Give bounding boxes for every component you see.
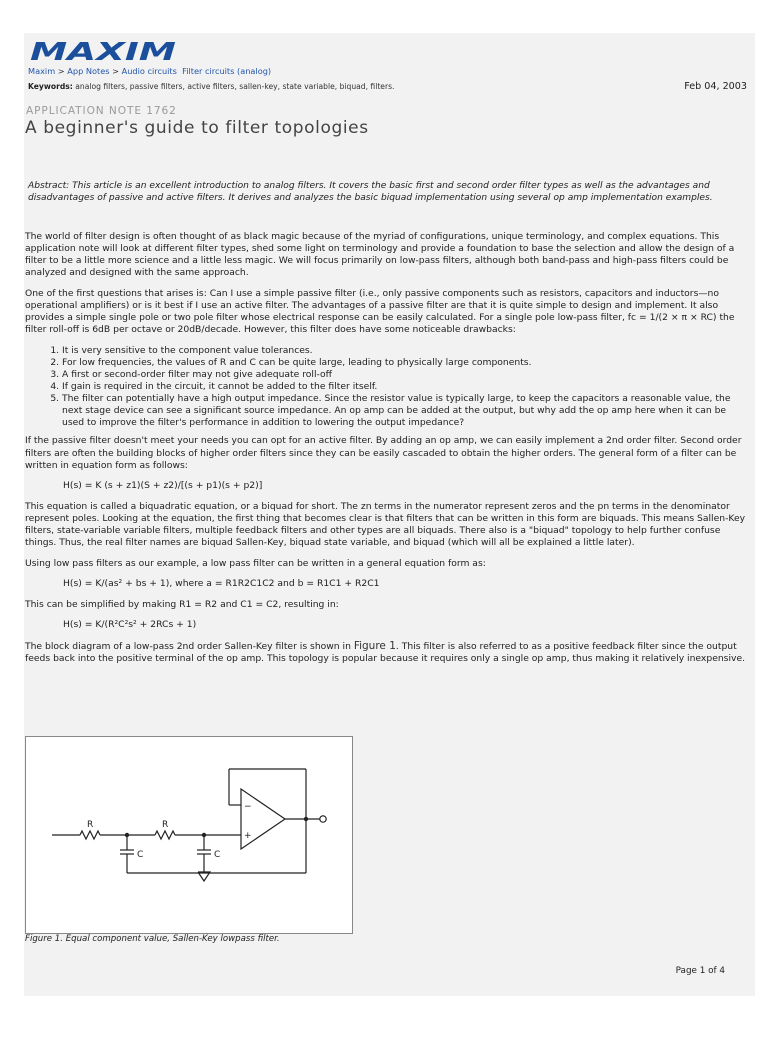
paragraph-text: . This filter is also referred to as a positive feedback filter since the output feeds back into the positive terminal of the op amp. This topology is popular because it requires only a single op amp, thus making it relatively inexpensive. [25,641,746,665]
breadcrumb-app-notes[interactable]: App Notes [67,66,110,76]
junction-dot [125,833,129,837]
resistor-r1 [80,831,100,839]
sallen-key-schematic [26,737,352,933]
label-plus: + [244,831,252,841]
breadcrumb-audio-circuits[interactable]: Audio circuits [121,66,177,76]
list-item: 1. It is very sensitive to the component value tolerances. [62,345,750,357]
list-item: 2. For low frequencies, the values of R and C can be quite large, leading to physically large components. [62,357,750,369]
output-terminal [320,816,326,822]
label-minus: − [244,802,252,812]
keywords-text: analog filters, passive filters, active filters, sallen-key, state variable, biquad, filters. [75,82,395,91]
logo-wordmark: MAXIM [30,40,177,62]
publish-date: Feb 04, 2003 [684,81,747,92]
equation-lowpass-simplified: H(s) = K/(R²C²s² + 2RCs + 1) [63,619,197,631]
paragraph-intro: The world of filter design is often thought of as black magic because of the myriad of configurations, unique terminology, and complex equations. This application note will look at different filter types, shed some light on terminology and provide a foundation to base the selection and allow the design of a filter to be a little more science and a little less magic. We will focus primarily on low-pass filters, although both band-pass and high-pass filters could be analyzed and designed with the same approach. [25,231,735,279]
figure-caption: Figure 1. Equal component value, Sallen-Key lowpass filter. [25,934,280,944]
figure-1-link[interactable]: Figure 1 [353,640,396,653]
breadcrumb-separator: > [112,66,120,76]
keywords-line [28,82,394,91]
breadcrumb-separator: > [57,66,65,76]
label-r2: R [162,820,169,830]
label-r1: R [87,820,94,830]
paragraph-text: The block diagram of a low-pass 2nd order Sallen-Key filter is shown in [25,641,351,653]
breadcrumb-filter-circuits[interactable]: Filter circuits (analog) [182,66,272,76]
paragraph-passive: One of the first questions that arises is: Can I use a simple passive filter (i.e., only passive components such as resistors, capacitors and inductors—no operational amplifiers) or is it best if I use an active filter. The advantages of a passive filter are that it is quite simple to design and implement. It also provides a simple single pole or two pole filter whose electrical response can be easily calculated. For a single pole low-pass filter, fc = 1/(2 × π × RC) the filter roll-off is 6dB per octave or 20dB/decade. However, this filter does have some noticeable drawbacks: [25,287,735,336]
junction-dot [304,817,308,821]
document-page [24,33,755,996]
article-body [25,231,750,674]
drawbacks-list [25,345,750,430]
abstract: Abstract: This article is an excellent introduction to analog filters. It covers the basic first and second order filter types as well as the advantages and disadvantages of passive and active filters. It derives and analyzes the basic biquad implementation using several op amp implementation examples. [28,181,713,204]
list-item: 5. The filter can potentially have a high output impedance. Since the resistor value is typically large, to keep the capacitors a reasonable value, the next stage device can see a significant source impedance. An op amp can be added at the output, but why add the op amp here when it can be used to improve the filter's performance in addition to lowering the output impedance? [62,393,750,429]
paragraph-lowpass: Using low pass filters as our example, a low pass filter can be written in a general equation form as: [25,557,486,569]
paragraph-simplify: This can be simplified by making R1 = R2 and C1 = C2, resulting in: [25,598,339,610]
label-c2: C [214,850,221,860]
page-number: Page 1 of 4 [675,966,725,976]
list-item: 4. If gain is required in the circuit, it cannot be added to the filter itself. [62,381,750,393]
label-c1: C [137,850,144,860]
paragraph-block-diagram [25,640,750,665]
junction-dot [202,833,206,837]
equation-lowpass-general: H(s) = K/(as² + bs + 1), where a = R1R2C1C2 and b = R1C1 + R2C1 [63,578,380,590]
breadcrumb [28,66,271,76]
application-note-number: APPLICATION NOTE 1762 [26,105,177,117]
paragraph-biquad: This equation is called a biquadratic equation, or a biquad for short. The zn terms in the numerator represent zeros and the pn terms in the denominator represent poles. Looking at the equation, the first thing that becomes clear is that filters that can be written in this form are biquads. This means Sallen-Key filters, state-variable variable filters, multiple feedback filters and other types are all biquads. There also is a "biquad" topology to help further confuse things. Thus, the real filter names are biquad Sallen-Key, biquad state variable, and biquad (which will all be explained a little later). [25,500,746,549]
equation-biquad-general: H(s) = K (s + z1)(S + z2)/[(s + p1)(s + p2)] [63,480,263,492]
keywords-label: Keywords: [28,82,73,91]
resistor-r2 [155,831,175,839]
maxim-logo[interactable] [30,40,180,62]
page-title: A beginner's guide to filter topologies [25,118,369,138]
breadcrumb-maxim[interactable]: Maxim [28,66,56,76]
list-item: 3. A first or second-order filter may not give adequate roll-off [62,369,750,381]
figure-1 [25,736,353,934]
paragraph-active: If the passive filter doesn't meet your needs you can opt for an active filter. By adding an op amp, we can easily implement a 2nd order filter. Second order filters are often the building blocks of higher order filters since they can be easily cascaded to obtain the higher orders. The general form of a filter can be written in equation form as follows: [25,435,742,471]
